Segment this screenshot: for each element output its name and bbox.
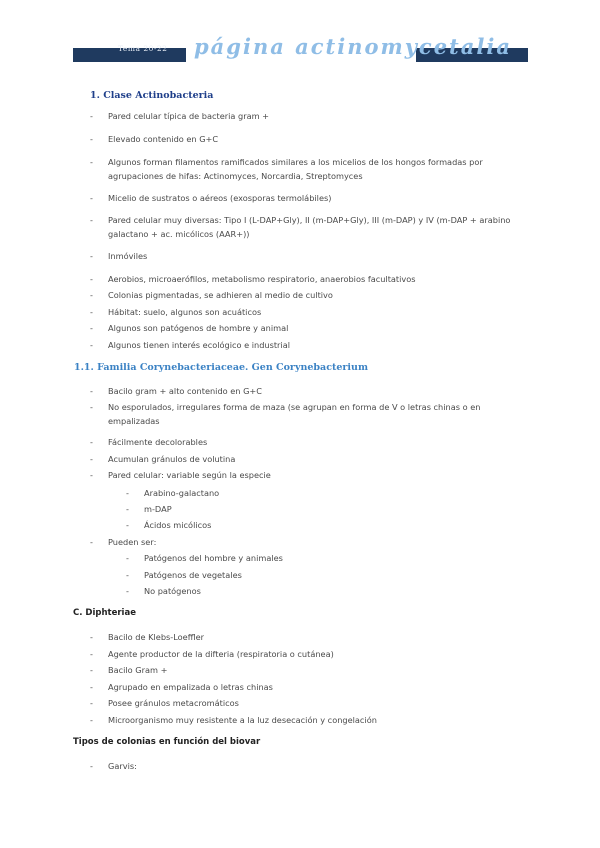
sub-list-item: - No patógenos bbox=[126, 586, 201, 596]
header-title: página actinomycetalia bbox=[194, 34, 512, 59]
section-heading-diphteriae: C. Diphteriae bbox=[73, 608, 136, 618]
list-item: - Colonias pigmentadas, se adhieren al medio de cultivo bbox=[90, 290, 333, 300]
list-item: - Agrupado en empalizada o letras chinas bbox=[90, 682, 273, 692]
sub-list-item: - Patógenos de vegetales bbox=[126, 570, 242, 580]
section-heading-colonias: Tipos de colonias en función del biovar bbox=[73, 737, 261, 747]
list-item: - Pared celular: variable según la especie bbox=[90, 470, 271, 480]
list-item: - Agente productor de la difteria (respiratoria o cutánea) bbox=[90, 649, 334, 659]
list-item: - Algunos tienen interés ecológico e industrial bbox=[90, 340, 290, 350]
list-item: - Acumulan gránulos de volutina bbox=[90, 454, 236, 464]
list-item: - Aerobios, microaerófilos, metabolismo respiratorio, anaerobios facultativos bbox=[90, 274, 416, 284]
page-header bbox=[0, 34, 600, 68]
list-item: - Algunos son patógenos de hombre y animal bbox=[90, 323, 289, 333]
list-item: - Hábitat: suelo, algunos son acuáticos bbox=[90, 307, 262, 317]
section-heading-actinobacteria: 1. Clase Actinobacteria bbox=[90, 90, 214, 101]
sub-list-item: - m-DAP bbox=[126, 504, 172, 514]
list-item: - No esporulados, irregulares forma de maza (se agrupan en forma de V o letras chinas o en empalizadas bbox=[90, 402, 481, 426]
list-item: - Elevado contenido en G+C bbox=[90, 134, 219, 144]
list-item: - Microorganismo muy resistente a la luz desecación y congelación bbox=[90, 715, 377, 725]
sub-list-item: - Arabino-galactano bbox=[126, 488, 220, 498]
list-item: - Garvis: bbox=[90, 761, 137, 771]
list-item: - Pared celular típica de bacteria gram + bbox=[90, 111, 270, 121]
list-item: - Fácilmente decolorables bbox=[90, 437, 208, 447]
sub-list-item: - Patógenos del hombre y animales bbox=[126, 553, 283, 563]
list-item: - Algunos forman filamentos ramificados similares a los micelios de los hongos formadas por agrupaciones de hifas: Actinomyces, Norcardia, Streptomyces bbox=[90, 157, 483, 181]
list-item: - Posee gránulos metacromáticos bbox=[90, 698, 239, 708]
list-item: - Bacilo Gram + bbox=[90, 665, 168, 675]
header-tag: Tema 20-22 bbox=[118, 44, 168, 53]
list-item: - Inmóviles bbox=[90, 251, 148, 261]
list-item: - Pueden ser: bbox=[90, 537, 157, 547]
list-item: - Bacilo de Klebs-Loeffler bbox=[90, 632, 205, 642]
sub-list-item: - Ácidos micólicos bbox=[126, 520, 212, 530]
list-item: - Bacilo gram + alto contenido en G+C bbox=[90, 386, 263, 396]
list-item: - Micelio de sustratos o aéreos (exosporas termolábiles) bbox=[90, 193, 332, 203]
section-heading-corynebacterium: 1.1. Familia Corynebacteriaceae. Gen Corynebacterium bbox=[74, 362, 368, 373]
list-item: - Pared celular muy diversas: Tipo I (L-DAP+Gly), II (m-DAP+Gly), III (m-DAP) y IV (m-DAP + arabino galactano + ac. micólicos (AAR+)) bbox=[90, 215, 511, 239]
